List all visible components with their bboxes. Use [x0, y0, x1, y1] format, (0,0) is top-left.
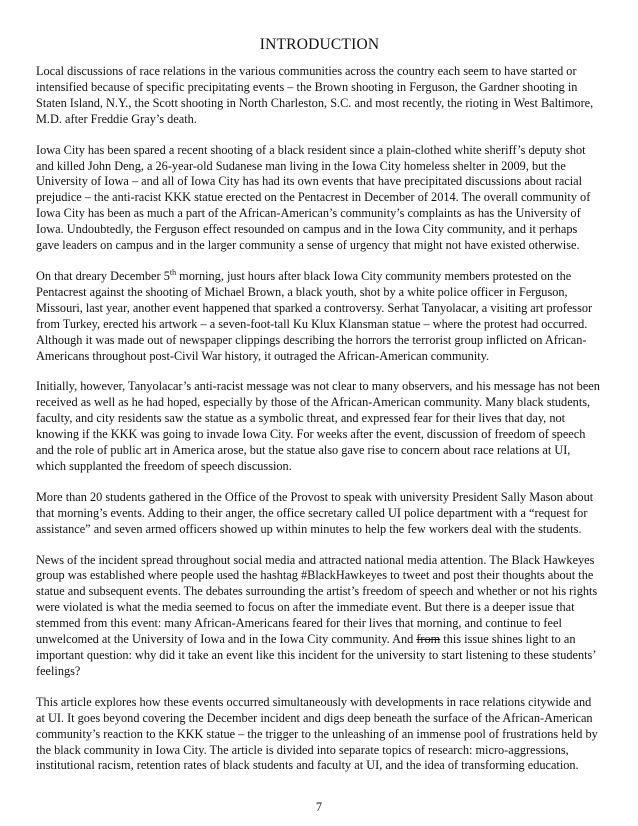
document-page [36, 30, 603, 789]
struck-word: from [416, 632, 441, 647]
paragraph-3-rest: morning, just hours after black Iowa City community members protested on the Pentacrest against the shooting of Michael Brown, a black youth, shot by a white police officer in Ferguson, Missouri, last year, another event happened that sparked a controversy. Serhat Tanyolacar, a visiting art professor from Turkey, erected his artwork – a seven-foot-tall Ku Klux Klansman statue – where the protest had occurred. Although it was made out of newspaper clippings describing the horrors the terrorist group inflicted on African-Americans throughout post-Civil War history, it outraged the African-American community. [36, 268, 593, 363]
paragraph-3 [36, 269, 603, 364]
paragraph-3-start: On that dreary December 5 [36, 268, 170, 283]
ordinal-suffix: th [169, 267, 177, 277]
paragraph-5: More than 20 students gathered in the Office of the Provost to speak with university President Sally Mason about that morning’s events. Adding to their anger, the office secretary called UI police department with a “request for assistance” and seven armed officers showed up within minutes to help the few workers deal with the students. [36, 489, 594, 536]
paragraph-6-start: News of the incident spread throughout social media and attracted national media attention. The Black Hawkeyes group was established where people used the hashtag #BlackHawkeyes to tweet and post their thoughts about the statue and subsequent events. The debates surrounding the artist’s freedom of speech and whether or not his rights were violated is what the media seemed to focus on after the immediate event. But there is a deeper issue that stemmed from this event: many African-Americans feared for their lives that morning, and continue to feel unwelcomed at the University of Iowa and in the Iowa City community. And [36, 552, 598, 647]
paragraph-6-rest: this issue shines light to an important question: why did it take an event like this incident for the university to start listening to these students’ feelings? [36, 632, 596, 678]
paragraph-2: Iowa City has been spared a recent shooting of a black resident since a plain-clothed white sheriff’s deputy shot and killed John Deng, a 26-year-old Sudanese man living in the Iowa City homeless shelter in 2009, but the University of Iowa – and all of Iowa City has had its own events that have precipitated discussions about racial prejudice – the anti-racist KKK statue erected on the Pentacrest in December of 2014. The overall community of Iowa City has been as much a part of the African-American’s community’s complaints as has the University of Iowa. Undoubtedly, the Ferguson effect resounded on campus and in the Iowa City community, and it perhaps gave leaders on campus and in the larger community a sense of urgency that might not have existed otherwise. [36, 142, 591, 253]
paragraph-7: This article explores how these events occurred simultaneously with developments in race relations citywide and at UI. It goes beyond covering the December incident and digs deep beneath the surface of the African-American community’s reaction to the KKK statue – the trigger to the unleashing of an immense pool of frustrations held by the black community in Iowa City. The article is divided into separate topics of research: micro-aggressions, institutional racism, retention rates of black students and faculty at UI, and the idea of transforming education. [36, 694, 598, 773]
paragraph-6 [36, 553, 603, 680]
page-title: INTRODUCTION [259, 36, 380, 53]
paragraph-4: Initially, however, Tanyolacar’s anti-racist message was not clear to many observers, and his message has not been received as well as he had hoped, especially by those of the African-American community. Many black students, faculty, and city residents saw the statue as a symbolic threat, and expressed fear for their lives that day, not knowing if the KKK was going to invade Iowa City. For weeks after the event, discussion of freedom of speech and the role of public art in America arose, but the statue also gave rise to concern about race relations at UI, which supplanted the freedom of speech discussion. [36, 379, 600, 473]
paragraph-1: Local discussions of race relations in the various communities across the country each seem to have started or intensified because of specific precipitating events – the Brown shooting in Ferguson, the Gardner shooting in Staten Island, N.Y., the Scott shooting in North Charleston, S.C. and most recently, the rioting in West Baltimore, M.D. after Freddie Gray’s death. [36, 64, 594, 126]
page-number: 7 [315, 800, 323, 814]
